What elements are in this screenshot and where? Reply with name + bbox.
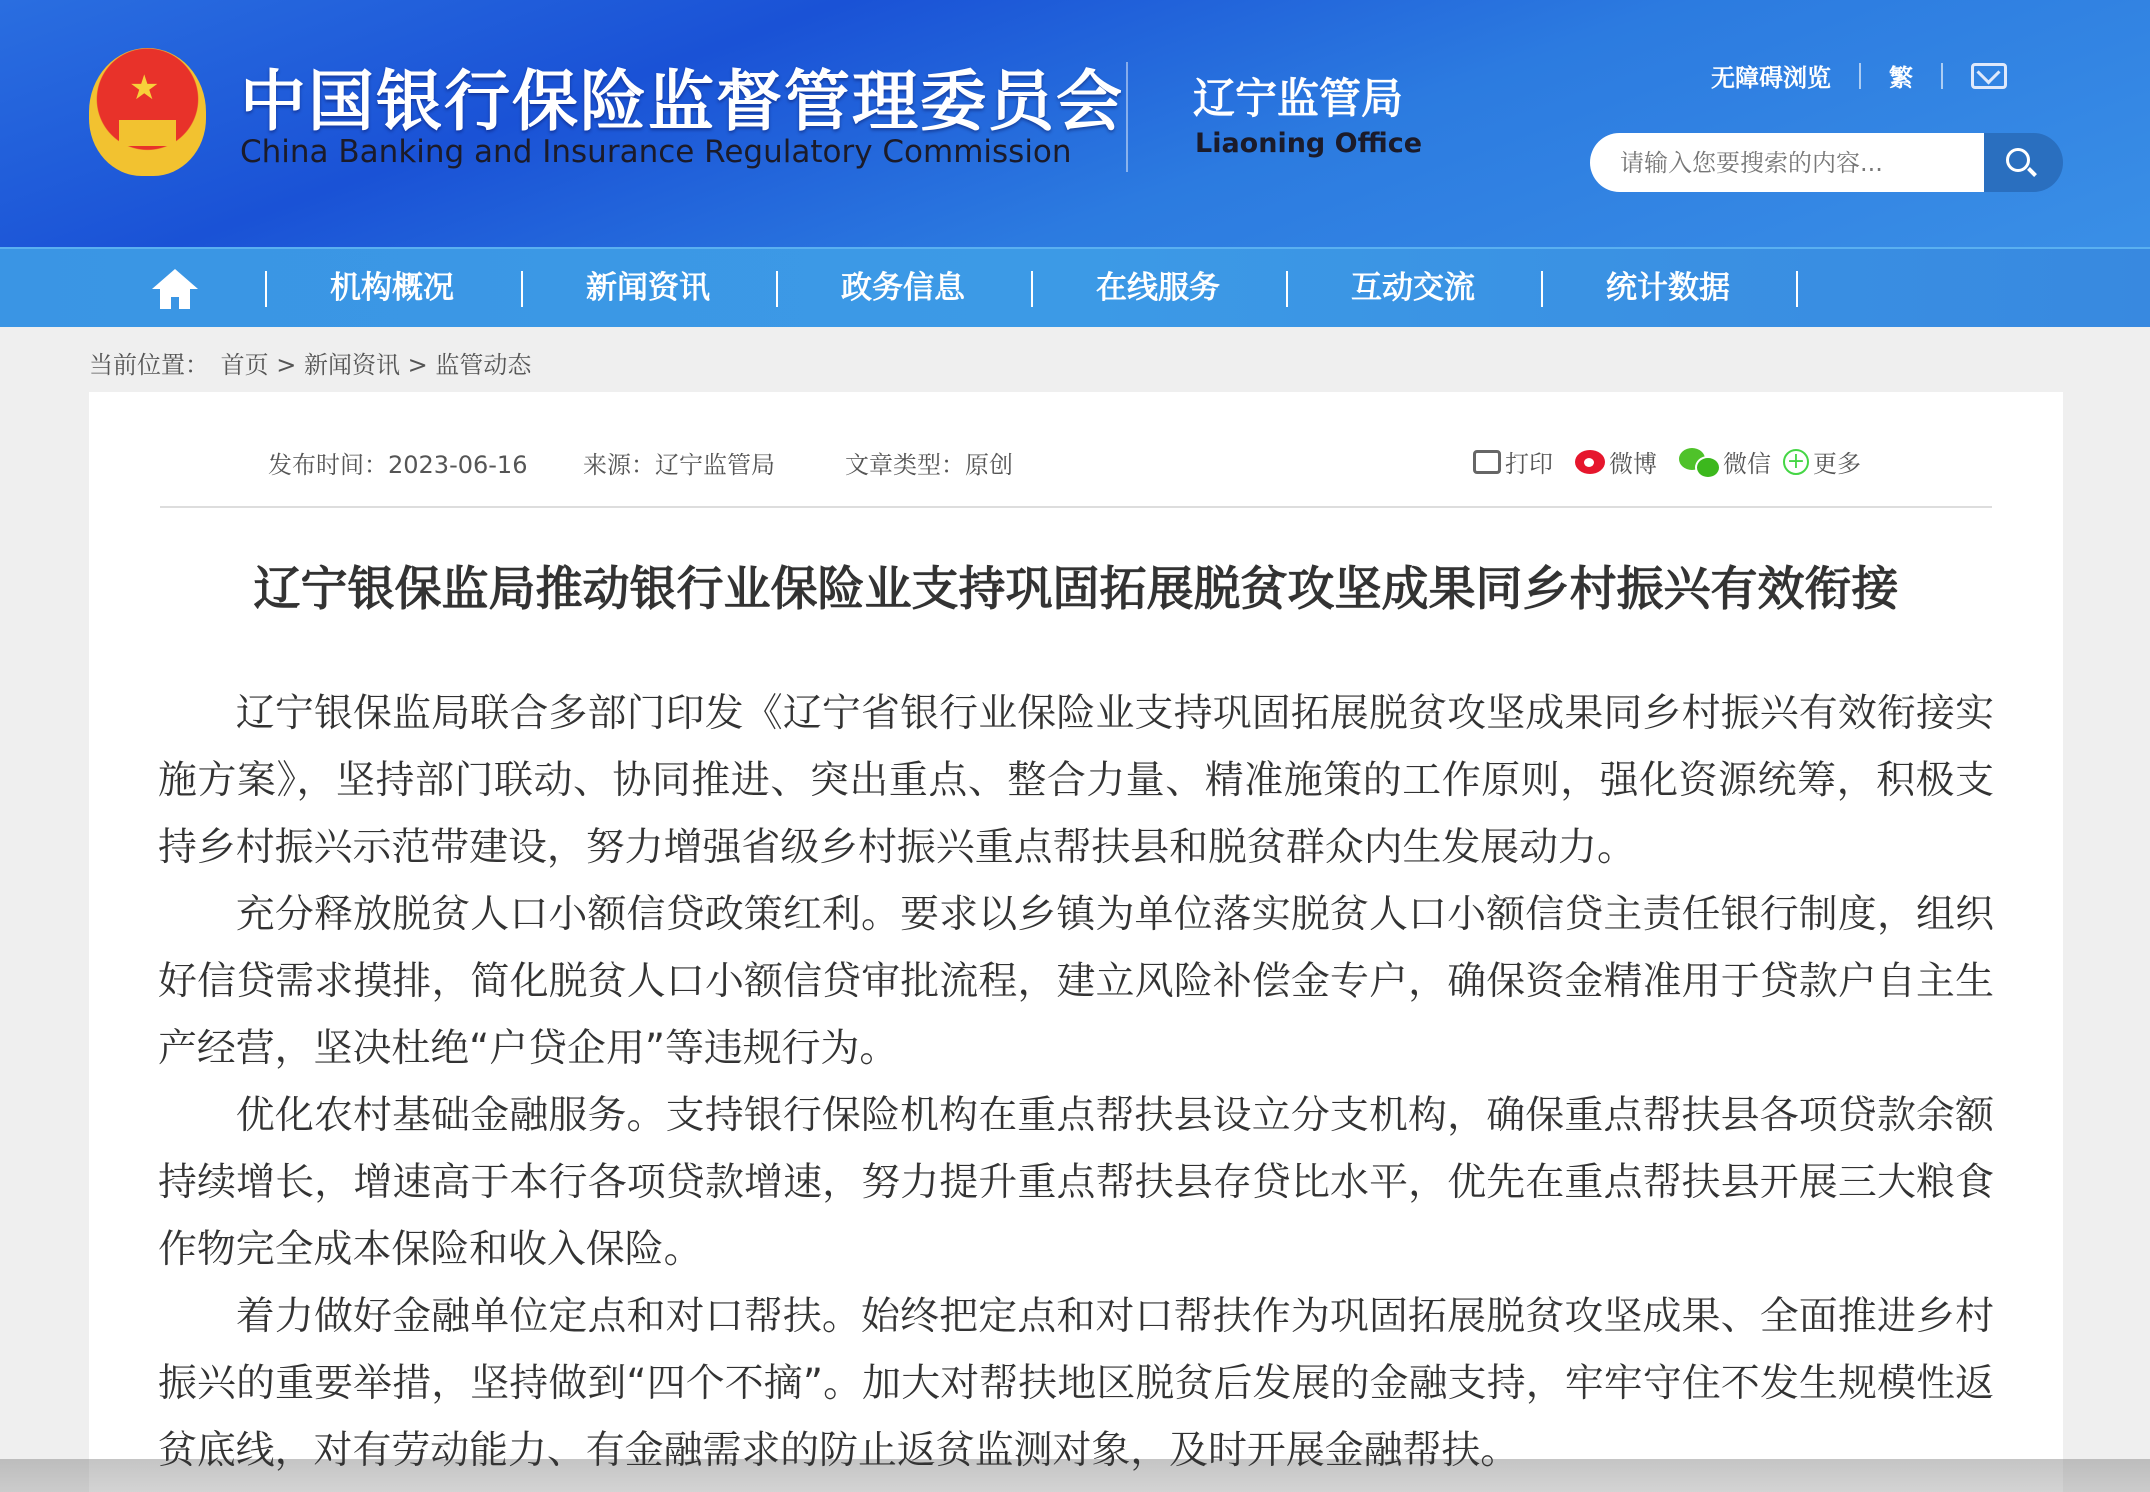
wechat-share-button[interactable]	[1679, 444, 1771, 479]
site-header	[0, 0, 2150, 247]
more-label: 更多	[1813, 450, 1861, 478]
paragraph: 优化农村基础金融服务。支持银行保险机构在重点帮扶县设立分支机构，确保重点帮扶县各项贷款余额持续增长，增速高于本行各项贷款增速，努力提升重点帮扶县存贷比水平，优先在重点帮扶县开展三大粮食作物完全成本保险和收入保险。	[158, 1093, 1994, 1272]
search-bar	[1590, 133, 2063, 192]
article-source: 来源：辽宁监管局	[583, 451, 775, 479]
header-divider	[1126, 62, 1128, 172]
article-body	[158, 680, 1994, 1484]
nav-item-statistics[interactable]: 统计数据	[1606, 270, 1730, 306]
site-title-cn: 中国银行保险监督管理委员会	[240, 63, 1124, 140]
paragraph: 着力做好金融单位定点和对口帮扶。始终把定点和对口帮扶作为巩固拓展脱贫攻坚成果、全面推进乡村振兴的重要举措，坚持做到“四个不摘”。加大对帮扶地区脱贫后发展的金融支持，牢牢守住不发生规模性返贫底线，对有劳动能力、有金融需求的防止返贫监测对象，及时开展金融帮扶。	[158, 1294, 1994, 1473]
home-icon[interactable]	[152, 269, 198, 309]
office-name-en: Liaoning Office	[1195, 128, 1423, 159]
nav-divider	[1286, 271, 1288, 307]
print-button[interactable]	[1473, 444, 1553, 479]
wechat-label: 微信	[1723, 450, 1771, 478]
nav-divider	[265, 271, 267, 307]
national-emblem-logo: ★	[89, 48, 206, 176]
accessibility-link[interactable]: 无障碍浏览	[1711, 64, 1831, 92]
breadcrumb-label: 当前位置：	[89, 351, 209, 379]
office-name-cn: 辽宁监管局	[1193, 74, 1404, 123]
traditional-chinese-link[interactable]: 繁	[1889, 64, 1913, 92]
more-share-button[interactable]	[1783, 444, 1861, 479]
printer-icon	[1473, 450, 1501, 474]
share-bar	[1473, 444, 1883, 479]
weibo-icon	[1575, 450, 1605, 474]
nav-item-news[interactable]: 新闻资讯	[586, 270, 710, 306]
print-label: 打印	[1505, 450, 1553, 478]
search-input[interactable]	[1590, 133, 1984, 192]
nav-item-interaction[interactable]: 互动交流	[1351, 270, 1475, 306]
nav-divider	[521, 271, 523, 307]
nav-item-online-service[interactable]: 在线服务	[1096, 270, 1220, 306]
plus-icon: +	[1783, 449, 1809, 475]
nav-divider	[1031, 271, 1033, 307]
breadcrumb	[89, 345, 535, 380]
nav-divider	[776, 271, 778, 307]
article-title: 辽宁银保监局推动银行业保险业支持巩固拓展脱贫攻坚成果同乡村振兴有效衔接	[253, 562, 1899, 617]
weibo-label: 微博	[1609, 450, 1657, 478]
breadcrumb-path[interactable]: 首页 > 新闻资讯 > 监管动态	[220, 351, 532, 379]
search-button[interactable]	[1984, 133, 2063, 192]
nav-item-government[interactable]: 政务信息	[841, 270, 965, 306]
site-title-en: China Banking and Insurance Regulatory Commission	[240, 134, 1072, 170]
nav-item-about[interactable]: 机构概况	[330, 270, 454, 306]
main-nav	[0, 247, 2150, 327]
nav-divider	[1541, 271, 1543, 307]
weibo-share-button[interactable]	[1575, 444, 1657, 479]
paragraph: 充分释放脱贫人口小额信贷政策红利。要求以乡镇为单位落实脱贫人口小额信贷主责任银行制度，组织好信贷需求摸排，简化脱贫人口小额信贷审批流程，建立风险补偿金专户，确保资金精准用于贷款户自主生产经营，坚决杜绝“户贷企用”等违规行为。	[158, 892, 1994, 1071]
nav-divider	[1796, 271, 1798, 307]
divider	[1941, 63, 1943, 89]
wechat-icon	[1679, 448, 1719, 476]
paragraph: 辽宁银保监局联合多部门印发《辽宁省银行业保险业支持巩固拓展脱贫攻坚成果同乡村振兴有效衔接实施方案》，坚持部门联动、协同推进、突出重点、整合力量、精准施策的工作原则，强化资源统筹，积极支持乡村振兴示范带建设，努力增强省级乡村振兴重点帮扶县和脱贫群众内生发展动力。	[158, 691, 1994, 870]
publish-date: 发布时间：2023-06-16	[268, 451, 528, 479]
article-type: 文章类型：原创	[845, 451, 1013, 479]
mail-icon[interactable]	[1971, 63, 2007, 89]
divider	[160, 506, 1992, 508]
divider	[1859, 63, 1861, 89]
